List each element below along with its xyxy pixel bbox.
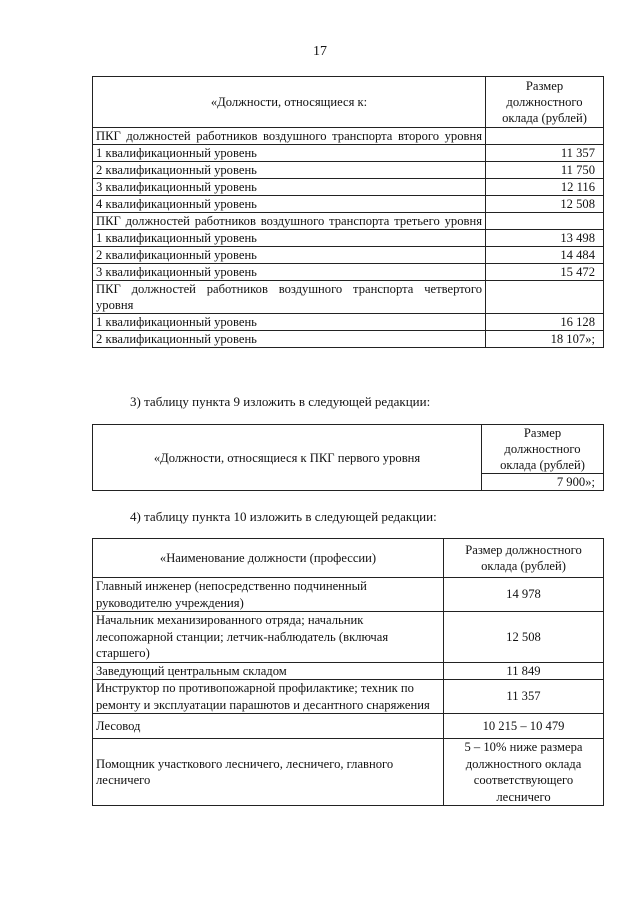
table-row xyxy=(93,612,604,663)
page-number: 17 xyxy=(313,44,327,59)
row-value: 12 508 xyxy=(444,612,604,663)
row-label: ПКГ должностей работников воздушного транспорта четвертого уровня xyxy=(93,281,486,314)
row-label: Инструктор по противопожарной профилактике; техник по ремонту и эксплуатации парашютов и десантного снаряжения xyxy=(93,680,444,714)
table-row xyxy=(93,578,604,612)
row-label: 2 квалификационный уровень xyxy=(93,162,486,179)
table-row-group xyxy=(93,281,604,314)
air-transport-salary-table xyxy=(92,76,604,348)
row-label: 1 квалификационный уровень xyxy=(93,230,486,247)
row-label: 3 квалификационный уровень xyxy=(93,179,486,196)
row-label: ПКГ должностей работников воздушного транспорта второго уровня xyxy=(93,128,486,145)
row-label: ПКГ должностей работников воздушного транспорта третьего уровня xyxy=(93,213,486,230)
table-header-row xyxy=(93,77,604,128)
first-level-salary-table xyxy=(92,424,604,491)
row-value: 14 978 xyxy=(444,578,604,612)
table-row-group xyxy=(93,128,604,145)
row-value: 14 484 xyxy=(486,247,604,264)
table-row xyxy=(93,145,604,162)
row-label: Лесовод xyxy=(93,714,444,739)
row-label: Помощник участкового лесничего, лесничего, главного лесничего xyxy=(93,739,444,806)
table-row xyxy=(93,179,604,196)
row-value: 11 750 xyxy=(486,162,604,179)
table-row xyxy=(93,714,604,739)
table-header-row xyxy=(93,425,604,474)
column-header-salary: Размер должностного оклада (рублей) xyxy=(486,77,604,128)
row-value xyxy=(486,213,604,230)
row-value: 16 128 xyxy=(486,314,604,331)
column-header-salary: Размер должностного оклада (рублей) xyxy=(482,425,604,474)
row-value xyxy=(486,128,604,145)
table-row xyxy=(93,680,604,714)
row-label: 4 квалификационный уровень xyxy=(93,196,486,213)
row-value: 13 498 xyxy=(486,230,604,247)
column-header-position-name: «Наименование должности (профессии) xyxy=(93,539,444,578)
row-label: 1 квалификационный уровень xyxy=(93,145,486,162)
row-label: Начальник механизированного отряда; начальник лесопожарной станции; летчик-наблюдатель (включая старшего) xyxy=(93,612,444,663)
row-value: 15 472 xyxy=(486,264,604,281)
row-value: 7 900»; xyxy=(482,474,604,491)
column-header-salary: Размер должностного оклада (рублей) xyxy=(444,539,604,578)
row-value: 10 215 – 10 479 xyxy=(444,714,604,739)
row-label: Заведующий центральным складом xyxy=(93,662,444,680)
row-value: 12 508 xyxy=(486,196,604,213)
table-row xyxy=(93,331,604,348)
row-label: 2 квалификационный уровень xyxy=(93,247,486,264)
paragraph-item-3: 3) таблицу пункта 9 изложить в следующей редакции: xyxy=(130,394,431,409)
row-value: 11 357 xyxy=(444,680,604,714)
table-row xyxy=(93,314,604,331)
row-value xyxy=(486,281,604,314)
row-label: Главный инженер (непосредственно подчиненный руководителю учреждения) xyxy=(93,578,444,612)
column-header-positions: «Должности, относящиеся к ПКГ первого уровня xyxy=(93,425,482,491)
table-row xyxy=(93,247,604,264)
table-row xyxy=(93,230,604,247)
table-row-group xyxy=(93,213,604,230)
row-label: 3 квалификационный уровень xyxy=(93,264,486,281)
paragraph-item-4: 4) таблицу пункта 10 изложить в следующей редакции: xyxy=(130,509,437,524)
row-label: 1 квалификационный уровень xyxy=(93,314,486,331)
row-label: 2 квалификационный уровень xyxy=(93,331,486,348)
column-header-positions: «Должности, относящиеся к: xyxy=(93,77,486,128)
row-value: 18 107»; xyxy=(486,331,604,348)
row-value: 5 – 10% ниже размера должностного оклада соответствующего лесничего xyxy=(444,739,604,806)
row-value: 11 849 xyxy=(444,662,604,680)
positions-salary-table xyxy=(92,538,604,806)
table-row xyxy=(93,162,604,179)
row-value: 12 116 xyxy=(486,179,604,196)
table-row xyxy=(93,662,604,680)
table-row xyxy=(93,739,604,806)
table-row xyxy=(93,264,604,281)
table-row xyxy=(93,196,604,213)
table-header-row xyxy=(93,539,604,578)
row-value: 11 357 xyxy=(486,145,604,162)
